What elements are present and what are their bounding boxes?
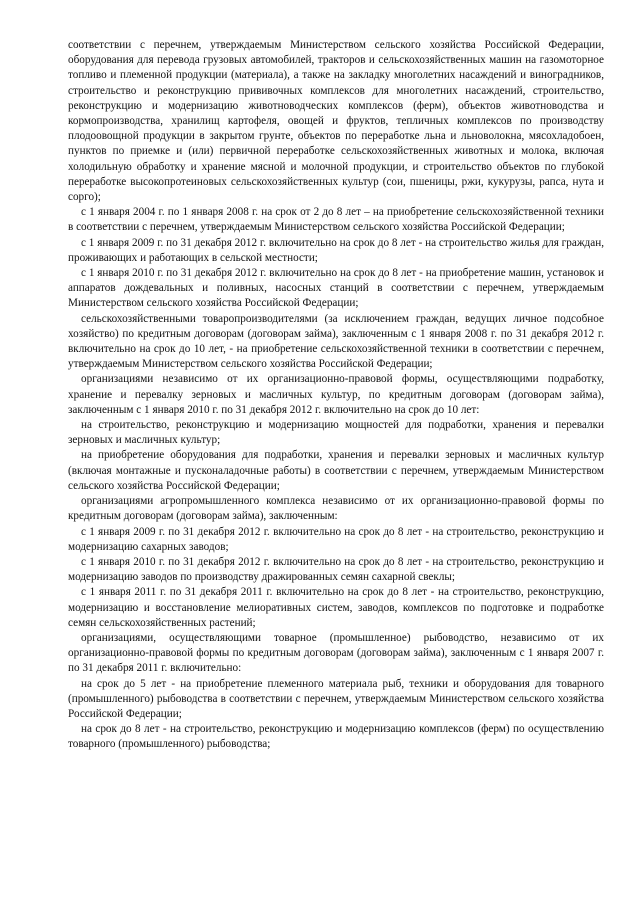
- paragraph-4: с 1 января 2010 г. по 31 декабря 2012 г. включительно на срок до 8 лет - на приобретение машин, установок и аппаратов дождевальных и поливных, насосных станций в соответствии с перечнем, утверждаемым Министерством сельского хозяйства Российской Федерации;: [68, 267, 604, 310]
- paragraph-3: с 1 января 2009 г. по 31 декабря 2012 г. включительно на срок до 8 лет - на строительство жилья для граждан, проживающих и работающих в сельской местности;: [68, 236, 604, 264]
- paragraph-7: на строительство, реконструкцию и модернизацию мощностей для подработки, хранения и перевалки зерновых и масличных культур;: [68, 419, 604, 447]
- paragraph-15: на срок до 8 лет - на строительство, реконструкцию и модернизацию комплексов (ферм) по осуществлению товарного (промышленного) рыбоводства;: [68, 723, 604, 751]
- paragraph-6: организациями независимо от их организационно-правовой формы, осуществляющими подработку, хранение и перевалку зерновых и масличных культур, по кредитным договорам (договорам займа), заключенным с 1 января 2010 г. по 31 декабря 2012 г. включительно на срок до 10 лет:: [68, 373, 604, 416]
- paragraph-13: организациями, осуществляющими товарное (промышленное) рыбоводство, независимо от их организационно-правовой формы по кредитным договорам (договорам займа), заключенным с 1 января 2007 г. по 31 декабря 2011 г. включительно:: [68, 631, 604, 675]
- paragraph-1: соответствии с перечнем, утверждаемым Министерством сельского хозяйства Российской Федерации, оборудования для перевода грузовых автомобилей, тракторов и сельскохозяйственных машин на газомоторное топливо и племенной продукции (материала), а также на закладку многолетних насаждений и виноградников, строительство и реконструкцию прививочных комплексов для многолетних насаждений, строительство, реконструкцию и модернизацию животноводческих комплексов (ферм), объектов животноводства и кормопроизводства, хранилищ картофеля, овощей и фруктов, тепличных комплексов по производству плодоовощной продукции в закрытом грунте, объектов по переработке льна и льноволокна, мясохладобоен, пунктов по приемке и (или) первичной переработке сельскохозяйственных животных и молока, включая холодильную обработку и хранение мясной и молочной продукции, и строительство объектов по глубокой переработке высокопротеиновых сельскохозяйственных культур (сои, пшеницы, ржи, кукурузы, рапса, нута и сорго);: [68, 39, 604, 204]
- paragraph-14: на срок до 5 лет - на приобретение племенного материала рыб, техники и оборудования для товарного (промышленного) рыбоводства в соответствии с перечнем, утверждаемым Министерством сельского хозяйства Российской Федерации;: [68, 677, 604, 720]
- paragraph-5: сельскохозяйственными товаропроизводителями (за исключением граждан, ведущих личное подсобное хозяйство) по кредитным договорам (договорам займа), заключенным с 1 января 2008 г. по 31 декабря 2012 г. включительно на срок до 10 лет, - на приобретение сельскохозяйственной техники в соответствии с перечнем, утверждаемым Министерством сельского хозяйства Российской Федерации;: [68, 312, 604, 371]
- paragraph-9: организациями агропромышленного комплекса независимо от их организационно-правовой формы по кредитным договорам (договорам займа), заключенным:: [68, 495, 604, 523]
- paragraph-2: с 1 января 2004 г. по 1 января 2008 г. на срок от 2 до 8 лет – на приобретение сельскохозяйственной техники в соответствии с перечнем, утверждаемым Министерством сельского хозяйства Российской Федерации;: [68, 206, 604, 234]
- paragraph-10: с 1 января 2009 г. по 31 декабря 2012 г. включительно на срок до 8 лет - на строительство, реконструкцию и модернизацию сахарных заводов;: [68, 525, 604, 553]
- document-page: [68, 38, 604, 753]
- paragraph-8: на приобретение оборудования для подработки, хранения и перевалки зерновых и масличных культур (включая монтажные и пусконаладочные работы) в соответствии с перечнем, утверждаемым Министерством сельского хозяйства Российской Федерации;: [68, 449, 604, 492]
- paragraph-11: с 1 января 2010 г. по 31 декабря 2012 г. включительно на срок до 8 лет - на строительство, реконструкцию и модернизацию заводов по производству дражированных семян сахарной свеклы;: [68, 555, 604, 584]
- paragraph-12: с 1 января 2011 г. по 31 декабря 2011 г. включительно на срок до 8 лет - на строительство, реконструкцию, модернизацию и восстановление мелиоративных систем, заводов, комплексов по подготовке и подработке семян сельскохозяйственных растений;: [68, 586, 604, 629]
